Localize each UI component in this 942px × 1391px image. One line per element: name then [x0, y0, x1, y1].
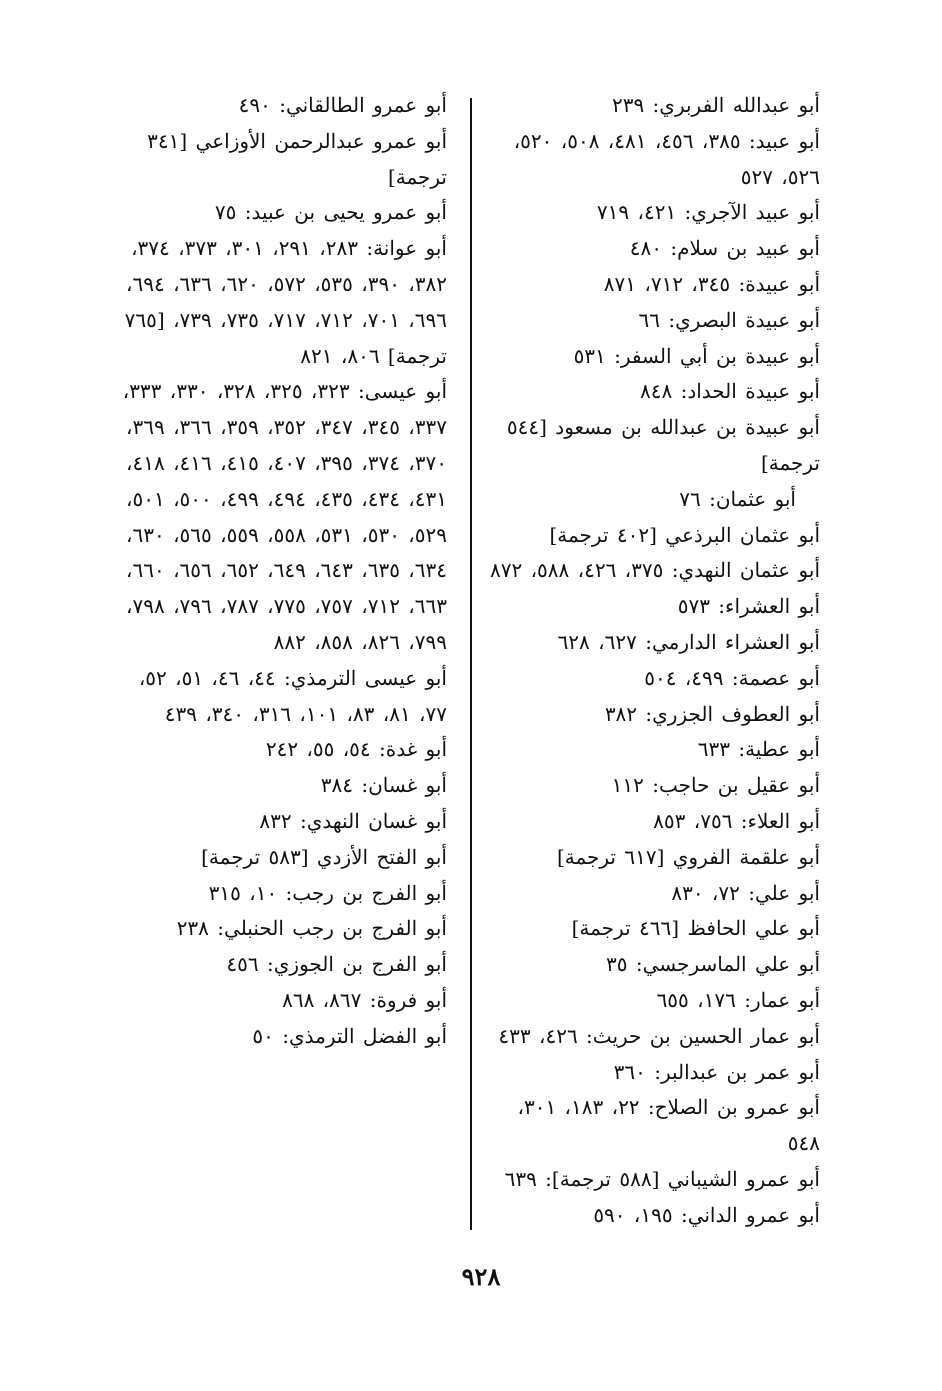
index-entry: أبو علقمة الفروي [٦١٧ ترجمة] — [556, 844, 820, 869]
index-entry: أبو عمرو عبدالرحمن الأوزاعي [٣٤١ ترجمة] — [147, 128, 447, 189]
index-entry: أبو عمار الحسين بن حريث: ٤٢٦، ٤٣٣ — [498, 1023, 820, 1048]
index-entry: أبو عطية: ٦٣٣ — [697, 737, 820, 762]
index-entry: أبو الفتح الأزدي [٥٨٣ ترجمة] — [201, 844, 447, 869]
index-entry: أبو عثمان البرذعي [٤٠٢ ترجمة] — [549, 522, 820, 547]
index-entry: أبو عبيدة بن أبي السفر: ٥٣١ — [573, 343, 820, 368]
index-entry: أبو عثمان النهدي: ٣٧٥، ٤٢٦، ٥٨٨، ٨٧٢ — [489, 558, 820, 583]
index-entry: أبو عمرو الشيباني [٥٨٨ ترجمة]: ٦٣٩ — [504, 1166, 820, 1191]
index-entry: أبو عبيد: ٣٨٥، ٤٥٦، ٤٨١، ٥٠٨، ٥٢٠، ٥٢٦، ٥٢٧ — [513, 128, 820, 189]
index-entry: أبو عبيدة الحداد: ٨٤٨ — [639, 379, 820, 404]
index-entry: أبو العشراء: ٥٧٣ — [677, 594, 820, 619]
index-entry: أبو عثمان: ٧٦ — [679, 486, 796, 511]
index-entry: أبو عمرو الداني: ١٩٥، ٥٩٠ — [593, 1202, 820, 1227]
index-entry: أبو عصمة: ٤٩٩، ٥٠٤ — [644, 665, 820, 690]
index-entry: أبو العلاء: ٧٥٦، ٨٥٣ — [653, 808, 820, 833]
index-entry: أبو عبيدة البصري: ٦٦ — [638, 307, 820, 332]
index-entry: أبو عبدالله الفربري: ٢٣٩ — [611, 93, 820, 117]
page-number: ٩٢٨ — [461, 1262, 501, 1291]
index-entry: أبو علي: ٧٢، ٨٣٠ — [671, 880, 820, 905]
index-entry: أبو عمرو بن الصلاح: ٢٢، ١٨٣، ٣٠١، ٥٤٨ — [517, 1095, 820, 1156]
index-entry: أبو علي الحافظ [٤٦٦ ترجمة] — [571, 916, 820, 941]
index-entry: أبو عيسى: ٣٢٣، ٣٢٥، ٣٢٨، ٣٣٠، ٣٣٣، ٣٣٧، ٣٤٥، ٣٤٧، ٣٥٢، ٣٥٩، ٣٦٦، ٣٦٩، ٣٧٠، ٣٧٤، ٣٩٥، ٤٠٧، ٤١٥، ٤١٦، ٤١٨، ٤٣١، ٤٣٤، ٤٣٥، ٤٩٤، ٤٩٩، ٥٠٠، ٥٠١، ٥٢٩، ٥٣٠، ٥٣١، ٥٥٨، ٥٥٩، ٥٦٥، ٦٣٠، ٦٣٤، ٦٣٥، ٦٤٣، ٦٤٩، ٦٥٢، ٦٥٦، ٦٦٠، ٦٦٣، ٧١٢، ٧٥٧، ٧٧٥، ٧٨٧، ٧٩٦، ٧٩٨، ٧٩٩، ٨٢٦، ٨٥٨، ٨٨٢ — [122, 379, 447, 654]
index-entry: أبو عوانة: ٢٨٣، ٢٩١، ٣٠١، ٣٧٣، ٣٧٤، ٣٨٢، ٣٩٠، ٥٣٥، ٥٧٢، ٦٢٠، ٦٣٦، ٦٩٤، ٦٩٦، ٧٠١، ٧١٢، ٧١٧، ٧٣٥، ٧٣٩، [٧٦٥ ترجمة] ٨٠٦، ٨٢١ — [124, 236, 447, 368]
index-entry: أبو عمرو يحيى بن عبيد: ٧٥ — [214, 200, 447, 225]
index-entry: أبو الفرج بن الجوزي: ٤٥٦ — [226, 952, 447, 977]
index-entry: أبو عمر بن عبدالبر: ٣٦٠ — [613, 1059, 820, 1084]
column-divider — [470, 98, 472, 1230]
index-column-right — [485, 88, 820, 1234]
index-entry: أبو فروة: ٨٦٧، ٨٦٨ — [282, 987, 447, 1012]
index-column-left — [107, 88, 447, 1055]
index-entry: أبو علي الماسرجسي: ٣٥ — [606, 952, 820, 977]
index-entry: أبو الفضل الترمذي: ٥٠ — [252, 1023, 447, 1048]
index-entry: أبو عيسى الترمذي: ٤٤، ٤٦، ٥١، ٥٢، ٧٧، ٨١، ٨٣، ١٠١، ٣١٦، ٣٤٠، ٤٣٩ — [138, 665, 447, 726]
index-entry: أبو عبيدة بن عبدالله بن مسعود [٥٤٤ ترجمة] — [506, 415, 820, 475]
index-entry: أبو الفرج بن رجب: ١٠، ٣١٥ — [208, 880, 447, 905]
index-entry: أبو عبيد بن سلام: ٤٨٠ — [629, 236, 820, 261]
index-entry: أبو غدة: ٥٤، ٥٥، ٢٤٢ — [265, 737, 447, 762]
index-entry: أبو غسان النهدي: ٨٣٢ — [259, 808, 447, 833]
index-entry: أبو غسان: ٣٨٤ — [320, 773, 447, 798]
index-entry: أبو الفرج بن رجب الحنبلي: ٢٣٨ — [176, 916, 447, 941]
index-entry: أبو عبيدة: ٣٤٥، ٧١٢، ٨٧١ — [603, 271, 820, 296]
index-entry: أبو عمار: ١٧٦، ٦٥٥ — [656, 987, 820, 1012]
index-entry: أبو عمرو الطالقاني: ٤٩٠ — [238, 93, 447, 117]
index-entry: أبو العشراء الدارمي: ٦٢٧، ٦٢٨ — [557, 629, 820, 654]
index-entry: أبو عبيد الآجري: ٤٢١، ٧١٩ — [596, 200, 820, 225]
index-entry: أبو العطوف الجزري: ٣٨٢ — [604, 701, 820, 726]
index-entry: أبو عقيل بن حاجب: ١١٢ — [611, 773, 820, 798]
